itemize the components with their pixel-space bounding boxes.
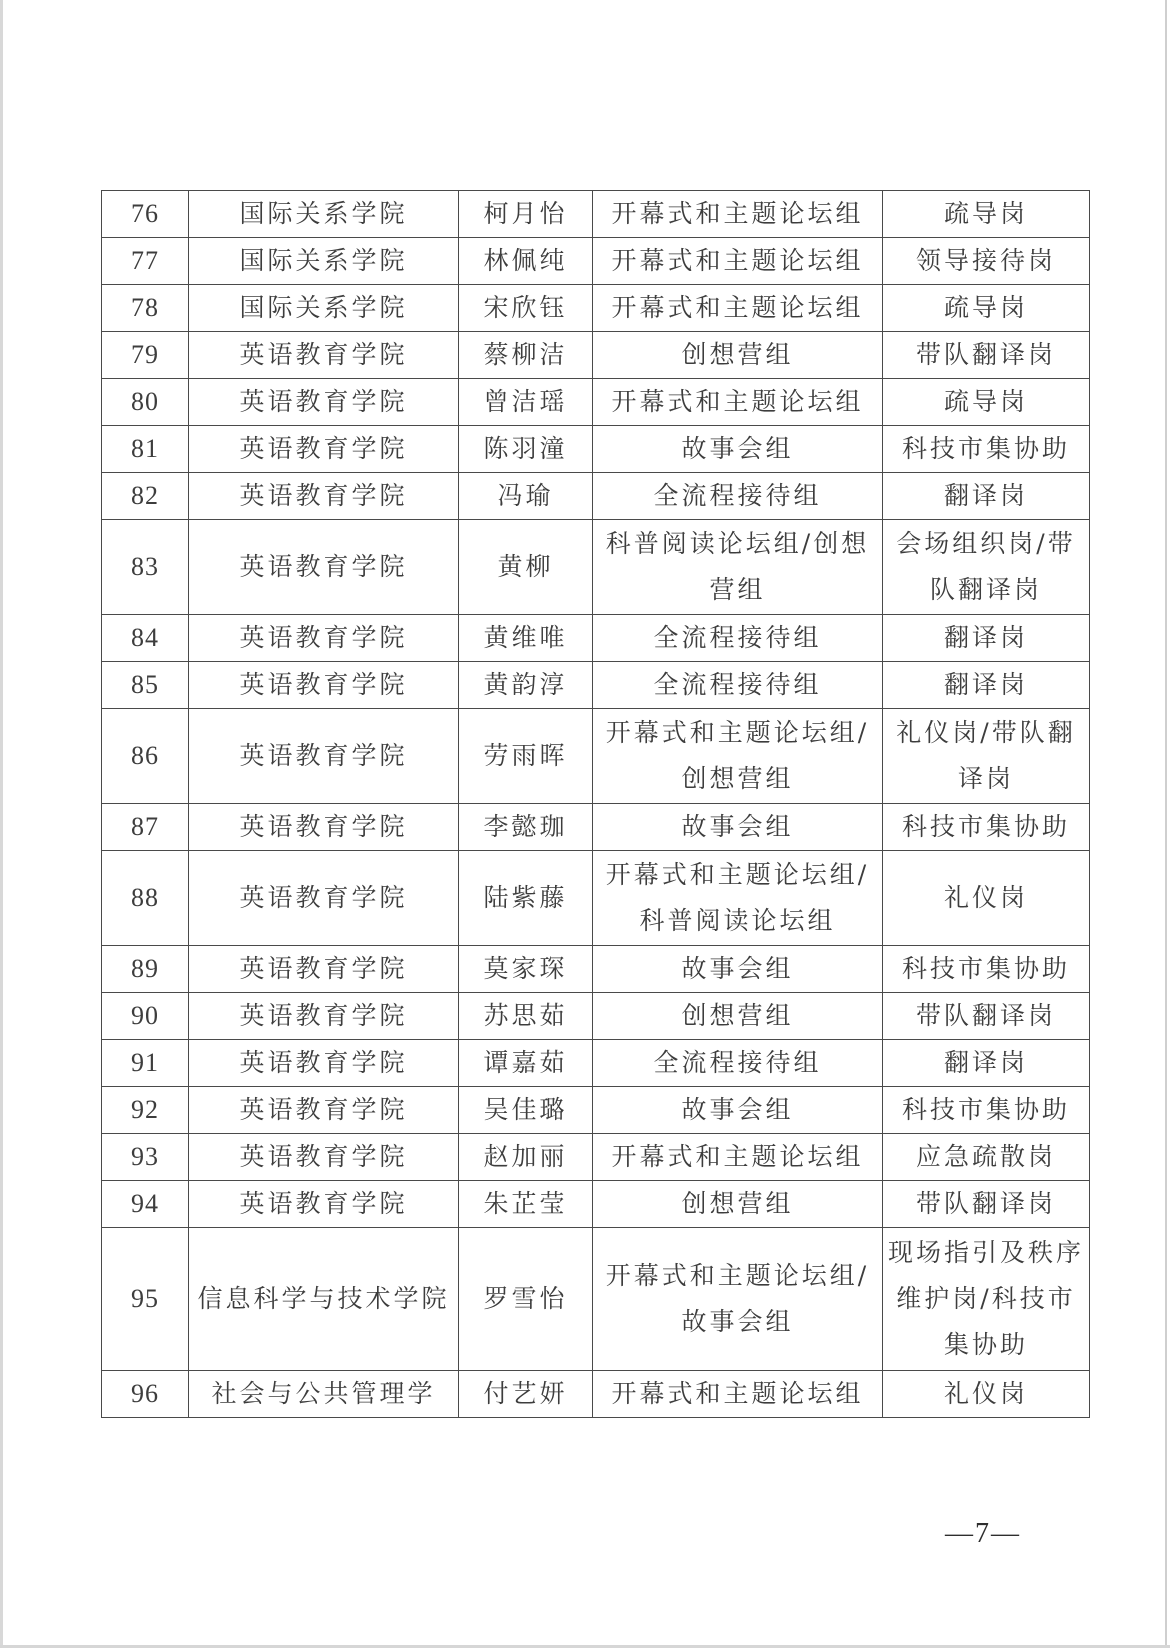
row-number-cell: 88 xyxy=(102,851,189,946)
role-cell: 礼仪岗/带队翻译岗 xyxy=(883,709,1090,804)
name-cell: 劳雨晖 xyxy=(459,709,593,804)
group-cell: 开幕式和主题论坛组 xyxy=(593,379,883,426)
table-row xyxy=(102,1134,1090,1181)
row-number-cell: 91 xyxy=(102,1040,189,1087)
volunteer-roster-table xyxy=(101,190,1090,1418)
role-cell: 带队翻译岗 xyxy=(883,1181,1090,1228)
college-cell: 英语教育学院 xyxy=(189,851,459,946)
row-number-cell: 80 xyxy=(102,379,189,426)
table-row xyxy=(102,851,1090,946)
role-cell: 现场指引及秩序维护岗/科技市集协助 xyxy=(883,1228,1090,1371)
group-cell: 故事会组 xyxy=(593,1087,883,1134)
role-cell: 疏导岗 xyxy=(883,379,1090,426)
row-number-cell: 87 xyxy=(102,804,189,851)
table-row xyxy=(102,1181,1090,1228)
college-cell: 国际关系学院 xyxy=(189,191,459,238)
name-cell: 朱芷莹 xyxy=(459,1181,593,1228)
table-row xyxy=(102,379,1090,426)
name-cell: 罗雪怡 xyxy=(459,1228,593,1371)
role-cell: 翻译岗 xyxy=(883,615,1090,662)
role-cell: 科技市集协助 xyxy=(883,804,1090,851)
name-cell: 赵加丽 xyxy=(459,1134,593,1181)
name-cell: 黄韵淳 xyxy=(459,662,593,709)
table-row xyxy=(102,285,1090,332)
college-cell: 英语教育学院 xyxy=(189,1134,459,1181)
row-number-cell: 81 xyxy=(102,426,189,473)
table-row xyxy=(102,1228,1090,1371)
row-number-cell: 82 xyxy=(102,473,189,520)
group-cell: 开幕式和主题论坛组/故事会组 xyxy=(593,1228,883,1371)
college-cell: 英语教育学院 xyxy=(189,520,459,615)
name-cell: 莫家琛 xyxy=(459,946,593,993)
table-row xyxy=(102,332,1090,379)
name-cell: 蔡柳洁 xyxy=(459,332,593,379)
college-cell: 英语教育学院 xyxy=(189,1087,459,1134)
group-cell: 开幕式和主题论坛组 xyxy=(593,191,883,238)
group-cell: 创想营组 xyxy=(593,993,883,1040)
college-cell: 英语教育学院 xyxy=(189,709,459,804)
role-cell: 带队翻译岗 xyxy=(883,332,1090,379)
table-row xyxy=(102,709,1090,804)
row-number-cell: 85 xyxy=(102,662,189,709)
row-number-cell: 77 xyxy=(102,238,189,285)
role-cell: 会场组织岗/带队翻译岗 xyxy=(883,520,1090,615)
role-cell: 礼仪岗 xyxy=(883,851,1090,946)
group-cell: 故事会组 xyxy=(593,426,883,473)
row-number-cell: 96 xyxy=(102,1371,189,1418)
group-cell: 故事会组 xyxy=(593,946,883,993)
row-number-cell: 84 xyxy=(102,615,189,662)
row-number-cell: 93 xyxy=(102,1134,189,1181)
group-cell: 开幕式和主题论坛组 xyxy=(593,285,883,332)
college-cell: 英语教育学院 xyxy=(189,993,459,1040)
role-cell: 翻译岗 xyxy=(883,473,1090,520)
name-cell: 冯瑜 xyxy=(459,473,593,520)
group-cell: 创想营组 xyxy=(593,332,883,379)
college-cell: 英语教育学院 xyxy=(189,615,459,662)
role-cell: 疏导岗 xyxy=(883,285,1090,332)
row-number-cell: 95 xyxy=(102,1228,189,1371)
college-cell: 英语教育学院 xyxy=(189,379,459,426)
group-cell: 创想营组 xyxy=(593,1181,883,1228)
row-number-cell: 89 xyxy=(102,946,189,993)
college-cell: 英语教育学院 xyxy=(189,473,459,520)
table-row xyxy=(102,1087,1090,1134)
name-cell: 宋欣钰 xyxy=(459,285,593,332)
college-cell: 社会与公共管理学 xyxy=(189,1371,459,1418)
table-row xyxy=(102,615,1090,662)
college-cell: 英语教育学院 xyxy=(189,1040,459,1087)
college-cell: 国际关系学院 xyxy=(189,238,459,285)
row-number-cell: 92 xyxy=(102,1087,189,1134)
name-cell: 陈羽潼 xyxy=(459,426,593,473)
role-cell: 科技市集协助 xyxy=(883,1087,1090,1134)
table-row xyxy=(102,426,1090,473)
table-row xyxy=(102,238,1090,285)
table-row xyxy=(102,520,1090,615)
table-row xyxy=(102,804,1090,851)
name-cell: 林佩纯 xyxy=(459,238,593,285)
role-cell: 科技市集协助 xyxy=(883,946,1090,993)
table-row xyxy=(102,993,1090,1040)
row-number-cell: 78 xyxy=(102,285,189,332)
role-cell: 翻译岗 xyxy=(883,662,1090,709)
page-edge-right xyxy=(1165,0,1167,1648)
page-edge-left xyxy=(0,0,3,1648)
name-cell: 曾洁瑶 xyxy=(459,379,593,426)
college-cell: 英语教育学院 xyxy=(189,1181,459,1228)
name-cell: 吴佳璐 xyxy=(459,1087,593,1134)
table-row xyxy=(102,1371,1090,1418)
group-cell: 全流程接待组 xyxy=(593,1040,883,1087)
group-cell: 全流程接待组 xyxy=(593,615,883,662)
name-cell: 柯月怡 xyxy=(459,191,593,238)
college-cell: 英语教育学院 xyxy=(189,662,459,709)
group-cell: 开幕式和主题论坛组 xyxy=(593,1134,883,1181)
role-cell: 带队翻译岗 xyxy=(883,993,1090,1040)
row-number-cell: 90 xyxy=(102,993,189,1040)
college-cell: 英语教育学院 xyxy=(189,332,459,379)
table-row xyxy=(102,191,1090,238)
row-number-cell: 94 xyxy=(102,1181,189,1228)
name-cell: 苏思茹 xyxy=(459,993,593,1040)
role-cell: 疏导岗 xyxy=(883,191,1090,238)
roster-body xyxy=(102,191,1090,1418)
table-row xyxy=(102,473,1090,520)
group-cell: 故事会组 xyxy=(593,804,883,851)
row-number-cell: 76 xyxy=(102,191,189,238)
name-cell: 陆紫藤 xyxy=(459,851,593,946)
group-cell: 科普阅读论坛组/创想营组 xyxy=(593,520,883,615)
page-number: —7— xyxy=(945,1518,1021,1549)
group-cell: 开幕式和主题论坛组/科普阅读论坛组 xyxy=(593,851,883,946)
row-number-cell: 83 xyxy=(102,520,189,615)
table-row xyxy=(102,662,1090,709)
name-cell: 谭嘉茹 xyxy=(459,1040,593,1087)
role-cell: 应急疏散岗 xyxy=(883,1134,1090,1181)
name-cell: 付艺妍 xyxy=(459,1371,593,1418)
name-cell: 黄柳 xyxy=(459,520,593,615)
name-cell: 黄维唯 xyxy=(459,615,593,662)
group-cell: 开幕式和主题论坛组/创想营组 xyxy=(593,709,883,804)
table-row xyxy=(102,1040,1090,1087)
group-cell: 全流程接待组 xyxy=(593,473,883,520)
role-cell: 礼仪岗 xyxy=(883,1371,1090,1418)
row-number-cell: 79 xyxy=(102,332,189,379)
college-cell: 国际关系学院 xyxy=(189,285,459,332)
group-cell: 全流程接待组 xyxy=(593,662,883,709)
college-cell: 信息科学与技术学院 xyxy=(189,1228,459,1371)
role-cell: 翻译岗 xyxy=(883,1040,1090,1087)
college-cell: 英语教育学院 xyxy=(189,804,459,851)
role-cell: 科技市集协助 xyxy=(883,426,1090,473)
group-cell: 开幕式和主题论坛组 xyxy=(593,238,883,285)
role-cell: 领导接待岗 xyxy=(883,238,1090,285)
name-cell: 李懿珈 xyxy=(459,804,593,851)
college-cell: 英语教育学院 xyxy=(189,426,459,473)
row-number-cell: 86 xyxy=(102,709,189,804)
college-cell: 英语教育学院 xyxy=(189,946,459,993)
group-cell: 开幕式和主题论坛组 xyxy=(593,1371,883,1418)
table-row xyxy=(102,946,1090,993)
